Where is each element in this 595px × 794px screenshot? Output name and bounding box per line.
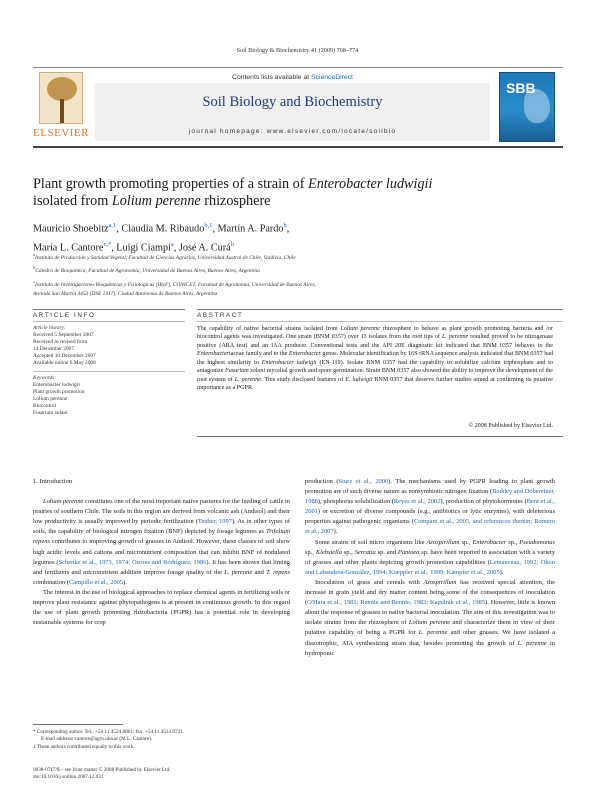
- author-name[interactable]: Martín A. Pardo: [217, 223, 284, 235]
- citation-link[interactable]: Lemanceau, 1992; Okon and Labandera-González, 1994; Koeppler et al., 1999; Kämpfer et al., 2005: [305, 558, 555, 576]
- article-title: Plant growth promoting properties of a strain of Enterobacter ludwigii isolated from Lolium perenne rhizosphere: [33, 176, 433, 209]
- keyword: Fusarium solani: [33, 410, 68, 417]
- author-name[interactable]: Claudia M. Ribaudo: [121, 223, 205, 235]
- divider: [197, 436, 563, 437]
- keywords-label: Keywords:: [33, 374, 57, 381]
- contents-line: [95, 74, 490, 81]
- history-entry: Available online 6 May 2008: [33, 360, 96, 367]
- issn-line: 0038-0717/$ – see front matter © 2008 Published by Elsevier Ltd.: [33, 767, 171, 773]
- keyword: Biocontrol: [33, 402, 57, 409]
- elsevier-logo[interactable]: [33, 72, 89, 142]
- elsevier-tree-icon: [39, 72, 83, 124]
- citation-link[interactable]: Schenke et al., 1973, 1974; Osores and Rodríguez, 1986: [58, 558, 207, 566]
- affiliation: $^b$Cátedra de Bioquímica, Facultad de Agronomía, Universidad de Buenos Aires, Buenos Aires, Argentina: [33, 265, 260, 275]
- footnote-corresponding: * Corresponding author. Tel.: +54 11 4524 8061; fax: +54 11 4514 8741.: [33, 729, 184, 735]
- affiliations: [33, 250, 563, 300]
- sciencedirect-link[interactable]: ScienceDirect: [311, 74, 353, 81]
- history-list: [33, 332, 183, 367]
- keyword-list: [33, 382, 183, 417]
- history-entry: Received in revised form: [33, 339, 88, 346]
- divider: [197, 321, 563, 322]
- paragraph: Lolium perenne constitutes one of the most important native pastures for the feeding of cattle in prairies of southern Chile. The soils in this region are derived from volcanic ash (Andisol) and their low productivity is usually improved by periodic fertilization (Teuber, 1997). As in other types of soils, the capability of biological nitrogen fixation (BNF) depicted by forage legumes as Trifolium repens contributes to improving growth of grasses in Andisol. However, these classes of soil show high acidic levels and cations and micronutrient composition that can inhibit BNF of nodulated legumes (Schenke et al., 1973, 1974; Osores and Rodríguez, 1986). It has been shown that liming and fertilizers and micronutrient addition improve forage quality of the L. perenne and T. repens combination (Campillo et al., 2005).: [33, 498, 290, 586]
- keyword: Plant growth promotion: [33, 388, 85, 395]
- right-column: [305, 477, 555, 659]
- running-head: Soil Biology & Biochemistry 41 (2009) 768–774: [236, 47, 359, 54]
- affiliation: $^c$Instituto de Investigaciones Bioquímicas y Fisiológicas (IByF), CONICET, Facultad de Agronomía, Universidad de Buenos Aires,: [33, 278, 316, 288]
- paragraph: Inoculation of grass and cereals with Azospirillum has received special attention, the increase in grain yield and dry matter content being some of the consequences of inoculation (O'Hara et al., 1981; Rennie and Rennie, 1983; Kapulnik et al., 1985). However, little is known about the response of grasses to native bacterial inoculation. The aim of this investigation was to isolate strains from the rhizosphere of Lolium perenne and characterize them in view of their putative capability of being a PGPR for L. perenne and other grasses. We have isolated a diazotrophic, AIA synthesizing strain that, besides promoting the growth of L. perenne in hydroponic: [305, 578, 556, 657]
- author-name[interactable]: María L. Cantore: [33, 242, 104, 254]
- author-affiliation-marker[interactable]: a,1: [108, 222, 117, 229]
- history-entry: Accepted 10 December 2007: [33, 353, 96, 360]
- section-heading: 1. Introduction: [33, 478, 73, 485]
- footnotes: [33, 729, 290, 751]
- author-affiliation-marker[interactable]: b: [230, 240, 234, 248]
- footnote-equal: 1 These authors contributed equally to this work.: [33, 743, 135, 750]
- author-name[interactable]: José A. Curá: [178, 242, 231, 254]
- article-info: [33, 325, 183, 417]
- contents-prefix: Contents lists available at: [232, 74, 312, 81]
- citation-link[interactable]: O'Hara et al., 1981; Rennie and Rennie, 1983; Kapulnik et al., 1985: [307, 599, 486, 607]
- abstract-heading: ABSTRACT: [197, 312, 244, 319]
- author-affiliation-marker[interactable]: a: [170, 240, 174, 248]
- divider: [33, 309, 185, 310]
- footnote-divider: [33, 724, 123, 725]
- doi-line: doi:10.1016/j.soilbio.2007.12.031: [33, 774, 104, 781]
- footnote-email: E-mail address: cantore@agro.uba.ar (M.L. Cantore).: [41, 736, 153, 743]
- history-label: Article history:: [33, 325, 66, 331]
- citation-link[interactable]: Campillo et al., 2005: [68, 578, 124, 586]
- author-list: Mauricio Shoebitz$^{a,1}$, Claudia M. Ribaudo$^{b,1}$, Martín A. Pardo$^b$, María L. Cantore$^{c,*}$, Luigi Ciampi$^a$, José A. Curá$^b$: [33, 222, 290, 254]
- history-entry: 14 December 2007: [33, 346, 75, 353]
- article-info-heading: ARTICLE INFO: [33, 312, 96, 319]
- affiliation: $^a$Instituto de Producción y Sanidad Vegetal, Facultad de Ciencias Agrarias, Universidad Austral de Chile, Valdivia, Chile: [33, 252, 296, 261]
- author-name[interactable]: Mauricio Shoebitz: [33, 223, 109, 235]
- citation-link[interactable]: Compant et al., 2005, and references therein; Romero et al., 2007: [305, 518, 555, 536]
- author-name[interactable]: Luigi Ciampi: [116, 242, 171, 254]
- journal-cover-thumbnail[interactable]: [499, 72, 555, 142]
- copyright-line: © 2008 Published by Elsevier Ltd.: [468, 423, 553, 429]
- citation-link[interactable]: Teuber, 1997: [197, 518, 232, 526]
- keyword: Enterobacter ludwigii: [33, 381, 80, 388]
- footer-ids: [33, 767, 290, 782]
- paragraph: The interest in the use of biological approaches to replace chemical agents in fertilizing soils or improve plant resistance against phytopathogens is at present in continuous growth. In this regard the use of plant growth promoting rhizobacteria (PGPR) has a potential role in developing sustainable systems for crop: [33, 588, 290, 627]
- left-column: [33, 477, 290, 628]
- journal-title: Soil Biology and Biochemistry: [202, 94, 383, 110]
- elsevier-wordmark: ELSEVIER: [33, 127, 89, 139]
- citation-link[interactable]: BNM 0357: [315, 334, 344, 341]
- divider: [197, 309, 563, 310]
- journal-homepage[interactable]: journal homepage: www.elsevier.com/locate/soilbio: [188, 128, 397, 135]
- author-affiliation-marker[interactable]: b,1: [204, 222, 213, 229]
- paragraph: production (Sturz et al., 2000). The mechanisms used by PGPR leading to plant growth promotion are of such diverse nature as nonsymbiotic nitrogen fixation (Boddey and Döbereiner, 1988), phosphorus solubilization (Reyes et al., 2002), production of phytohormones (Bent et al., 2001) or excretion of diverse compounds (e.g., antibiotics or lytic enzymes), with deleterious properties against pathogenic organisms (Compant et al., 2005, and references therein; Romero et al., 2007).: [305, 478, 556, 536]
- keyword: Lolium perenne: [33, 395, 68, 402]
- author-affiliation-marker[interactable]: b: [283, 222, 287, 229]
- citation-link[interactable]: Sturz et al., 2000: [338, 478, 389, 485]
- paragraph: Some strains of soil micro organisms like Azospirillum sp., Enterobacter sp., Pseudomonas sp., Klebsiella sp., Serratia sp. and Pantoea sp. have been reported in association with a variety of grasses and other plants depicting growth promotion capabilities (Lemanceau, 1992; Okon and Labandera-González, 1994; Koeppler et al., 1999; Kämpfer et al., 2005).: [305, 538, 555, 576]
- author-affiliation-marker[interactable]: c,*: [103, 240, 112, 248]
- affiliation: Avenida San Martín 4453 (DSE 1417), Ciudad Autónoma de Buenos Aires, Argentina: [33, 291, 218, 298]
- citation-link[interactable]: Boddey and Döbereiner, 1988: [305, 488, 556, 506]
- abstract-text: The capability of native bacterial strains isolated from Lolium perenne rhizosphere to behave as plant growth promoting bacteria and /or biocontrol agents was investigated. One strain (BNM 0357) over 13 isolates from the root tips of L. perenne resulted proved to be nitrogenase positive (ARA test) and an IAA producer. Conventional tests and the API 20E diagnostic kit indicated that BNM 0357 behaves to the Enterobacteriaceae family and to the Enterobacter genus. Molecular identification by 16S rRNA sequence analysis indicated that BNM 0357 had the highest similarity to Enterobacter ludwigii (EN-119). Isolate BNM 0357 had the capability to solubilize calcium triphosphate and to antagonize Fusarium solani mycelial growth and spore germination. Strain BNM 0357 also showed the ability to improve the development of the root system of L. perenne. This study disclosed features of E. ludwigii BNM 0357 that deserve further studies aimed at confirming its putative importance as a PGPR.: [197, 326, 554, 392]
- history-entry: Received 5 September 2007: [33, 332, 94, 339]
- citation-link[interactable]: Reyes et al., 2002: [393, 498, 441, 506]
- divider: [33, 321, 185, 322]
- citation-link[interactable]: Bent et al., 2001: [305, 498, 555, 516]
- cover-letters: SBB: [506, 80, 536, 96]
